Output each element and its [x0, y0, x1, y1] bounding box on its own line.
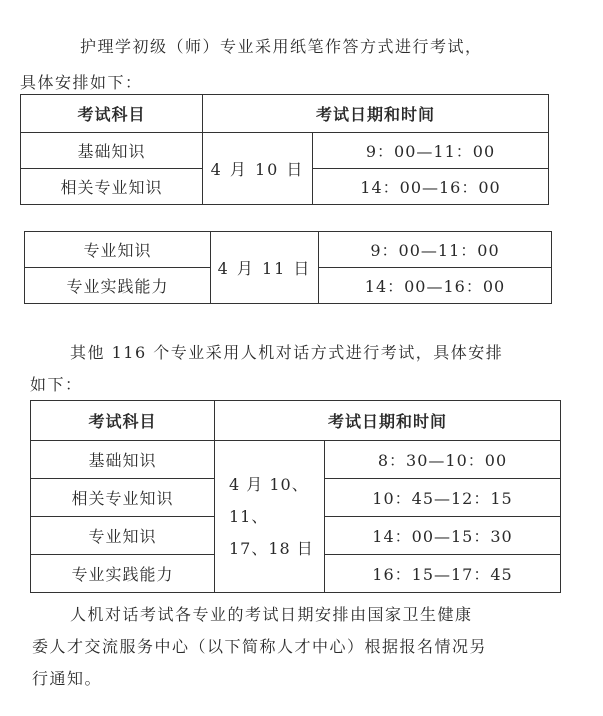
- intro1-line1: 护理学初级（师）专业采用纸笔作答方式进行考试，: [80, 37, 483, 56]
- subject-cell: 专业知识: [31, 517, 215, 555]
- time-cell: 14：00—15：30: [325, 517, 561, 555]
- intro2-line2: 如下：: [30, 375, 83, 394]
- header-subject: 考试科目: [21, 95, 203, 133]
- subject-cell: 专业实践能力: [31, 555, 215, 593]
- date-cell: 4 月 10 日: [203, 133, 313, 205]
- intro1-line2: 具体安排如下：: [20, 73, 143, 92]
- subject-cell: 基础知识: [31, 441, 215, 479]
- header-subject: 考试科目: [31, 401, 215, 441]
- subject-cell: 相关专业知识: [31, 479, 215, 517]
- subject-cell: 专业实践能力: [25, 268, 211, 304]
- time-cell: 9：00—11：00: [319, 232, 552, 268]
- time-cell: 16：15—17：45: [325, 555, 561, 593]
- header-datetime: 考试日期和时间: [215, 401, 561, 441]
- time-cell: 10：45—12：15: [325, 479, 561, 517]
- date-line-1: 4 月 10、11、: [229, 474, 309, 526]
- subject-cell: 专业知识: [25, 232, 211, 268]
- closing-line2: 委人才交流服务中心（以下简称人才中心）根据报名情况另: [32, 637, 488, 656]
- computer-exam-table: [30, 400, 561, 593]
- date-cell: [215, 441, 325, 593]
- time-cell: 8：30—10：00: [325, 441, 561, 479]
- time-cell: 14：00—16：00: [319, 268, 552, 304]
- paper-exam-table-1: [20, 94, 549, 205]
- date-cell: 4 月 11 日: [211, 232, 319, 304]
- subject-cell: 基础知识: [21, 133, 203, 169]
- header-datetime: 考试日期和时间: [203, 95, 549, 133]
- intro2-line1: 其他 116 个专业采用人机对话方式进行考试，具体安排: [70, 343, 504, 362]
- date-line-2: 17、18 日: [229, 538, 314, 558]
- paper-exam-table-2: [24, 231, 552, 304]
- time-cell: 14：00—16：00: [313, 169, 549, 205]
- closing-line1: 人机对话考试各专业的考试日期安排由国家卫生健康: [70, 605, 473, 624]
- closing-line3: 行通知。: [32, 669, 103, 688]
- subject-cell: 相关专业知识: [21, 169, 203, 205]
- time-cell: 9：00—11：00: [313, 133, 549, 169]
